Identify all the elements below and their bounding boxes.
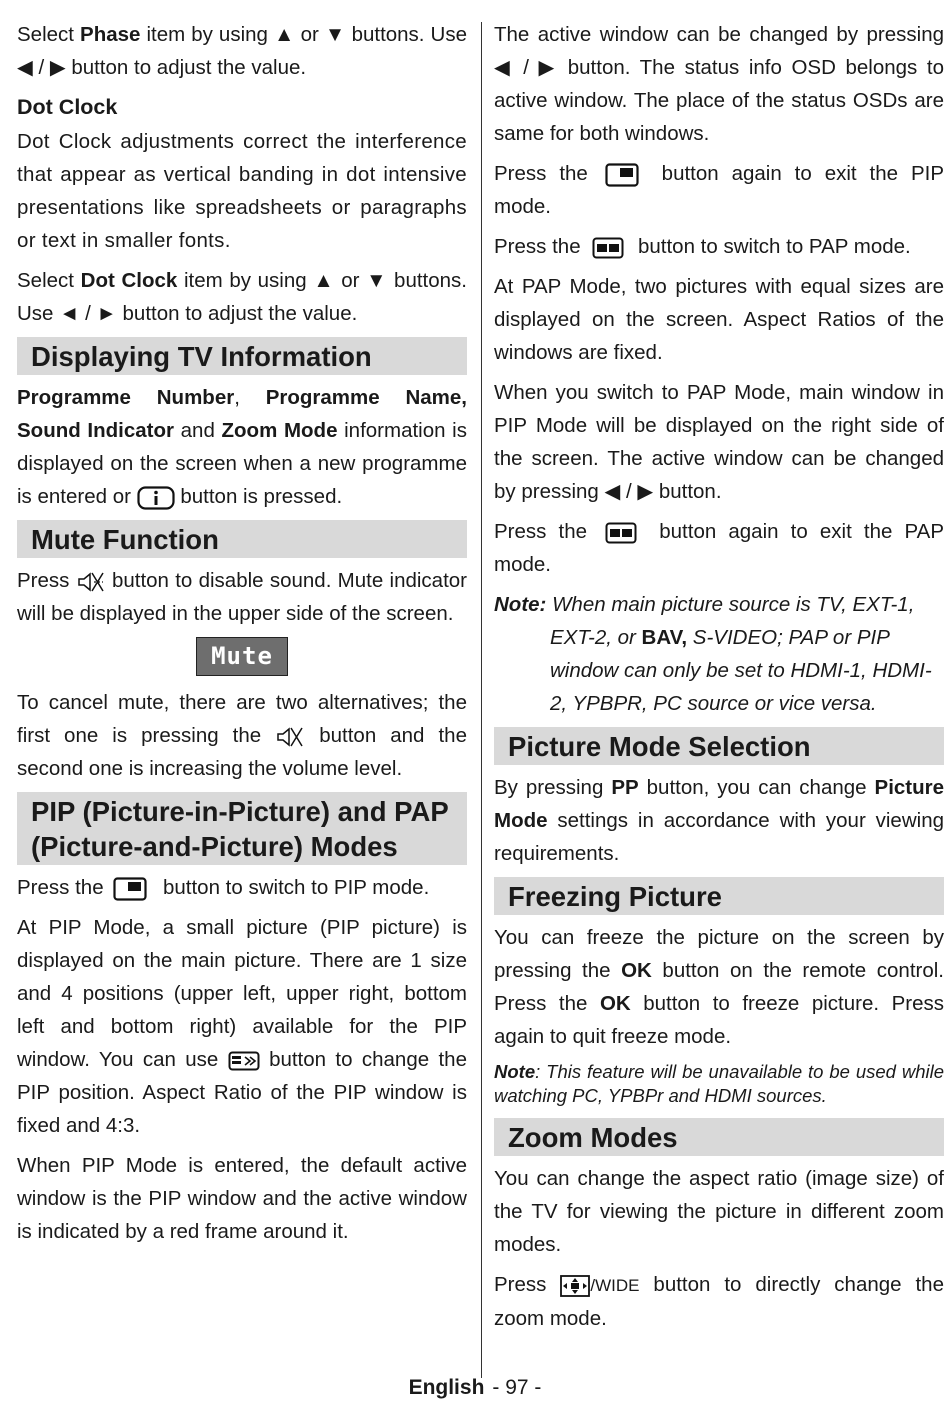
pip-position-icon: [228, 1051, 260, 1071]
footer-language: English: [408, 1376, 485, 1399]
mute-osd-label: Mute: [196, 637, 288, 676]
section-title-tv-information: Displaying TV Information: [17, 337, 467, 375]
pap-button-icon: [592, 237, 624, 259]
exit-pap-paragraph: Press the button again to exit the PAP mode.: [494, 520, 944, 576]
zoom-wide-paragraph: Press /WIDE button to directly change the zoom mode.: [494, 1273, 944, 1330]
section-title-pip-pap: [17, 792, 467, 865]
info-button-icon: [137, 486, 175, 510]
column-divider: [481, 22, 482, 1378]
phase-paragraph: Select Phase item by using ▲ or ▼ buttons. Use ◀ / ▶ button to adjust the value.: [17, 23, 468, 79]
pip-switch-paragraph: Press the button to switch to PIP mode.: [17, 876, 430, 899]
section-title-freezing-picture: Freezing Picture: [494, 877, 944, 915]
pap-description-paragraph: At PAP Mode, two pictures with equal sizes are displayed on the screen. Aspect Ratios of the windows are fixed.: [494, 275, 944, 364]
exit-pip-paragraph: Press the button again to exit the PIP mode.: [494, 162, 944, 218]
pip-title-line-1: PIP (Picture-in-Picture) and PAP: [31, 796, 449, 827]
active-window-paragraph: The active window can be changed by pressing ◀ / ▶ button. The status info OSD belongs to active window. The place of the status OSDs are same for both windows.: [494, 23, 944, 145]
switch-pap-paragraph: Press the button to switch to PAP mode.: [494, 235, 911, 258]
tv-information-paragraph: Programme Number, Programme Name, Sound Indicator and Zoom Mode information is displayed on the screen when a new programme is entered or button is pressed.: [17, 386, 467, 508]
mute-button-icon: [275, 725, 305, 749]
pip-description-paragraph: At PIP Mode, a small picture (PIP picture) is displayed on the main picture. There are 1 size and 4 positions (upper left, upper right, bottom left and bottom right) available for the PIP window. You can use button to change the PIP position. Aspect Ratio of the PIP window is fixed and 4:3.: [17, 916, 467, 1137]
pip-active-window-paragraph: When PIP Mode is entered, the default active window is the PIP window and the active window is indicated by a red frame around it.: [17, 1154, 467, 1243]
cancel-mute-paragraph: To cancel mute, there are two alternatives; the first one is pressing the button and the second one is increasing the volume level.: [17, 691, 467, 780]
page-footer: [0, 1376, 950, 1400]
pip-button-icon: [605, 163, 639, 187]
zoom-description-paragraph: You can change the aspect ratio (image size) of the TV for viewing the picture in different zoom modes.: [494, 1167, 944, 1256]
freeze-paragraph: You can freeze the picture on the screen by pressing the OK button on the remote control. Press the OK button to freeze picture. Press again to quit freeze mode.: [494, 926, 944, 1048]
mute-osd-example: [17, 637, 467, 677]
freeze-note: Note: This feature will be unavailable to be used while watching PC, YPBPr and HDMI sources.: [494, 1061, 944, 1106]
pip-button-icon: [113, 877, 147, 901]
dot-clock-heading: Dot Clock: [17, 95, 118, 119]
mute-paragraph: Press button to disable sound. Mute indicator will be displayed in the upper side of the screen.: [17, 569, 467, 625]
picture-mode-paragraph: By pressing PP button, you can change Picture Mode settings in accordance with your viewing requirements.: [494, 776, 945, 865]
section-title-picture-mode: Picture Mode Selection: [494, 727, 944, 765]
pap-note: Note: When main picture source is TV, EXT-1, EXT-2, or BAV, S-VIDEO; PAP or PIP window can only be set to HDMI-1, HDMI-2, YPBPR, PC source or vice versa.: [494, 593, 932, 715]
wide-zoom-icon: [560, 1275, 590, 1297]
mute-button-icon: [76, 570, 106, 594]
pap-button-icon: [605, 522, 637, 544]
pap-switch-paragraph: When you switch to PAP Mode, main window in PIP Mode will be displayed on the right side of the screen. The active window can be changed by pressing ◀ / ▶ button.: [494, 381, 944, 503]
right-column: [494, 18, 944, 1342]
dot-clock-instruction: Select Dot Clock item by using ▲ or ▼ buttons. Use ◄ / ► button to adjust the value.: [17, 269, 467, 325]
page-number: - 97 -: [492, 1376, 542, 1399]
dot-clock-description: Dot Clock adjustments correct the interference that appear as vertical banding in dot intensive presentations like spreadsheets or paragraphs or text in smaller fonts.: [17, 130, 467, 252]
pip-title-line-2: (Picture-and-Picture) Modes: [31, 831, 398, 862]
section-title-zoom-modes: Zoom Modes: [494, 1118, 944, 1156]
section-title-mute-function: Mute Function: [17, 520, 467, 558]
left-column: [17, 18, 467, 1255]
